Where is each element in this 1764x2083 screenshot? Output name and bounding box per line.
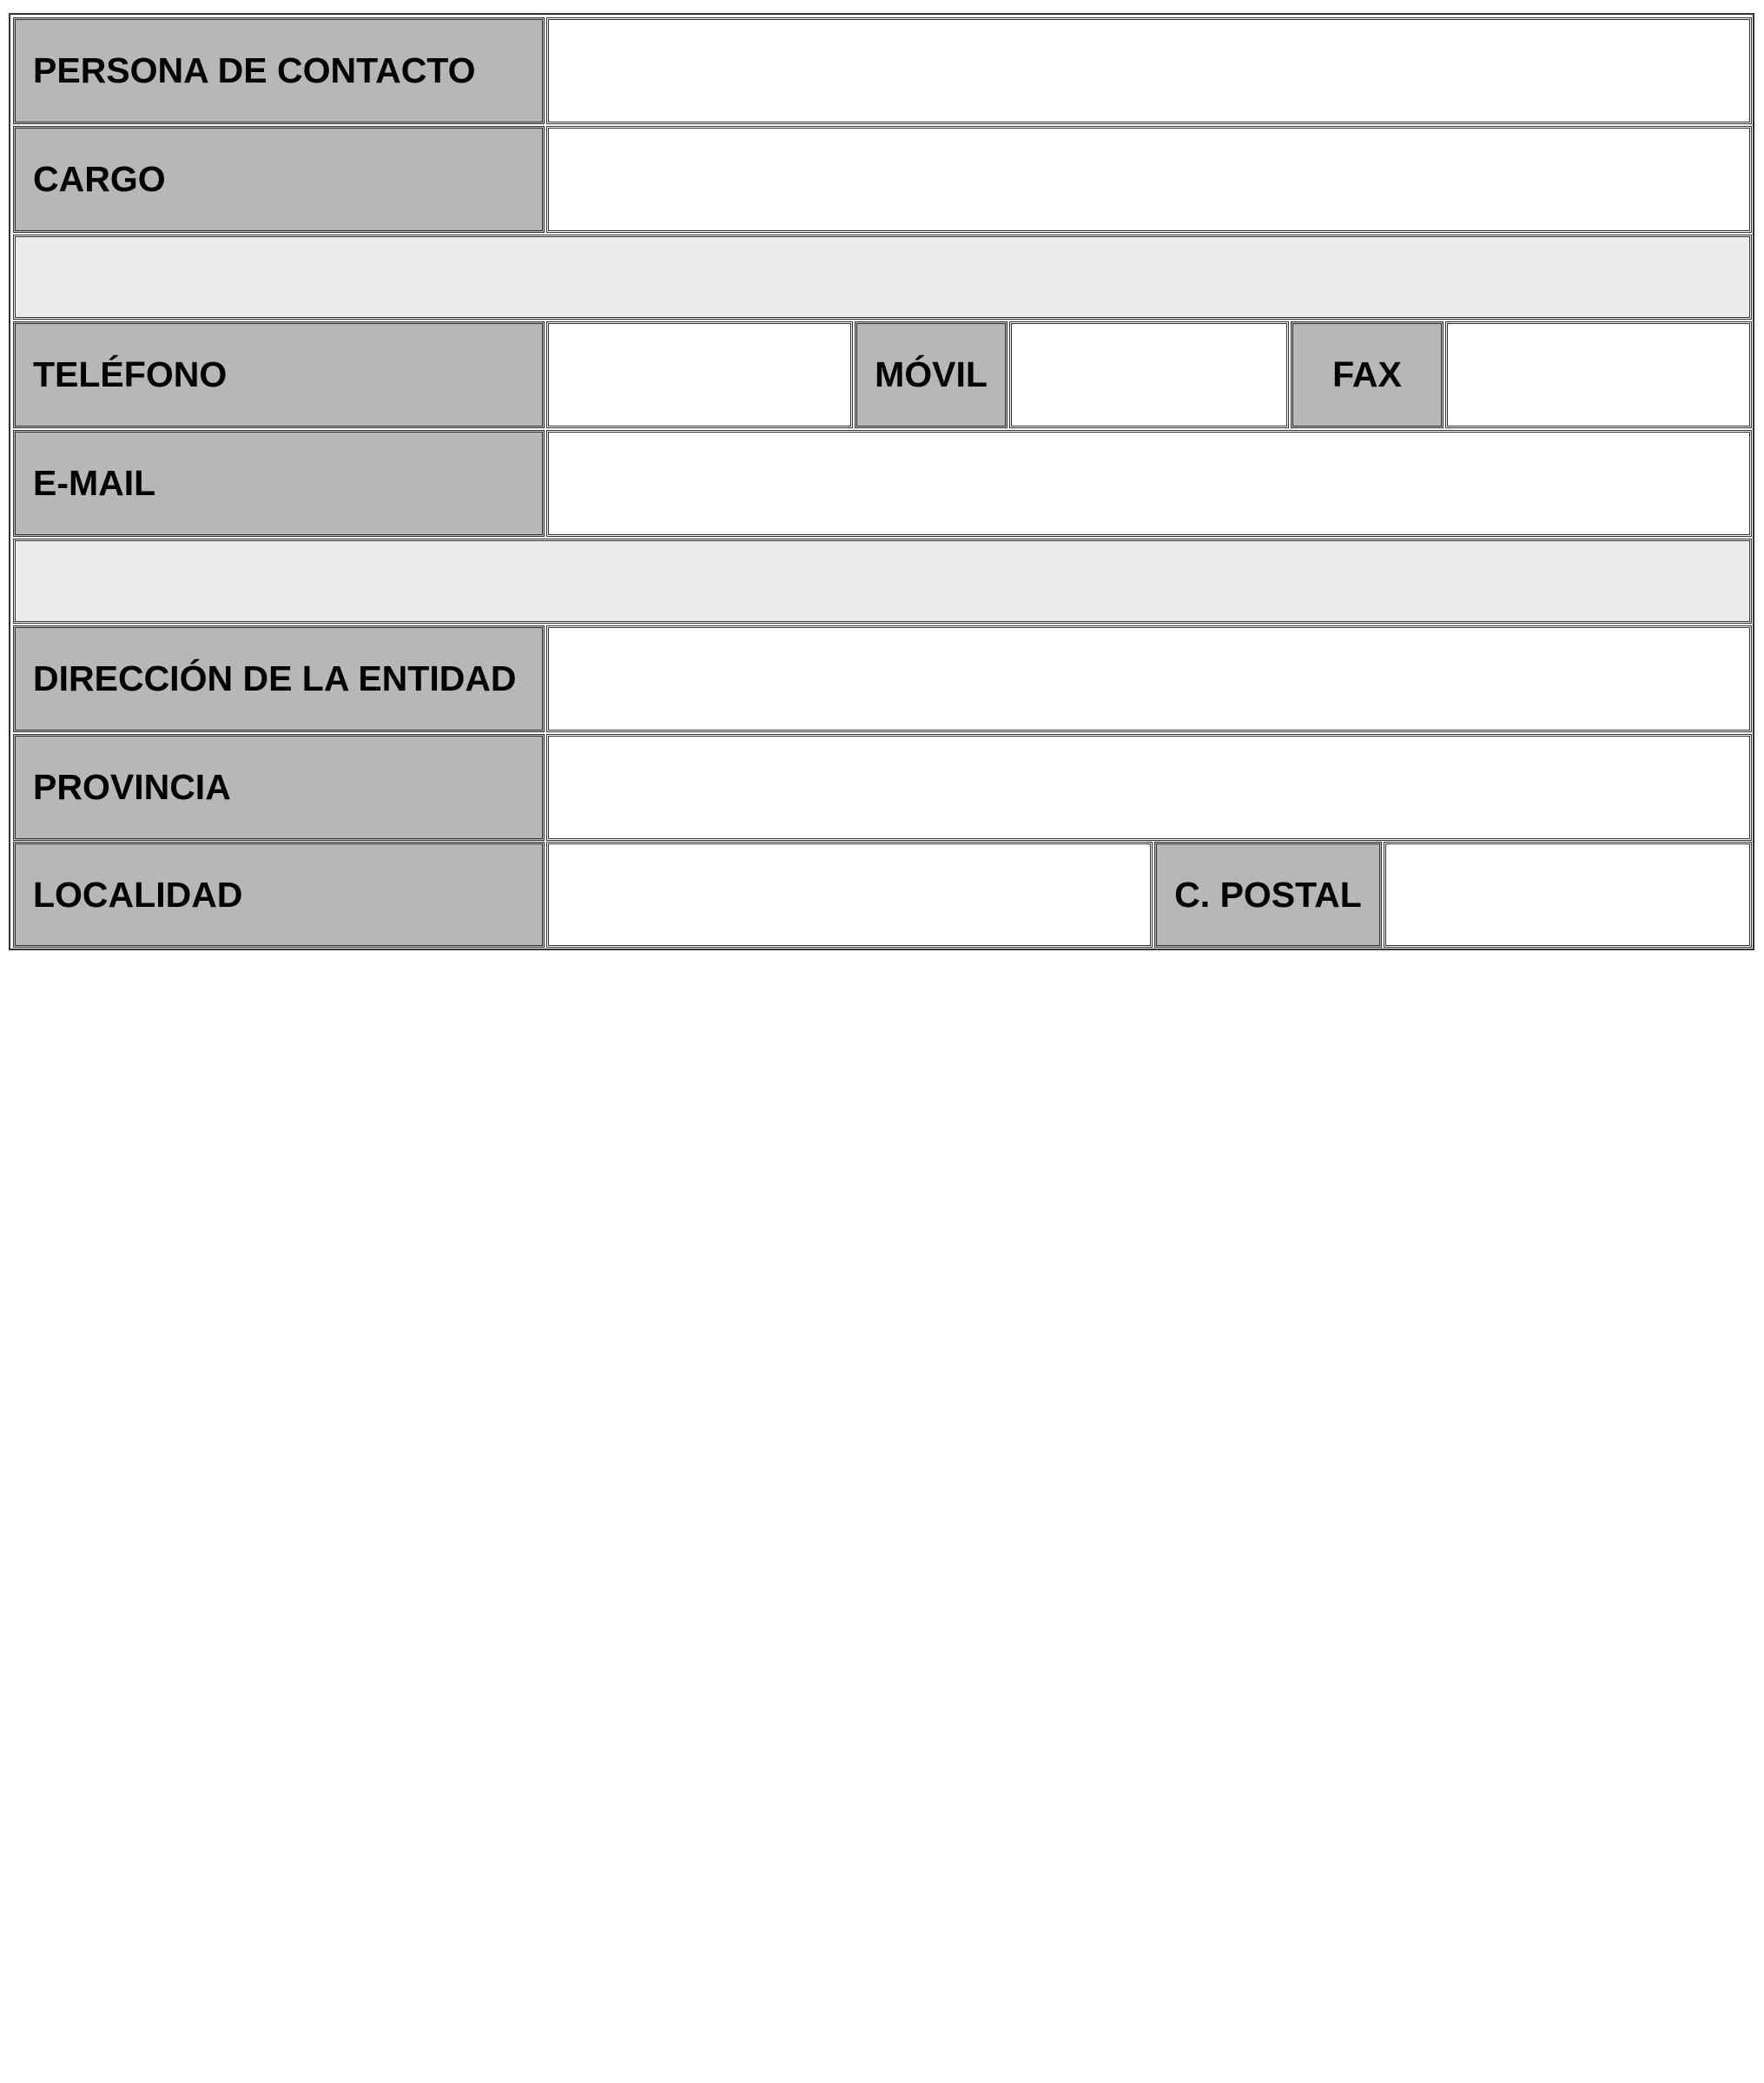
contact-person-label: PERSONA DE CONTACTO (13, 17, 545, 124)
phone-label: TELÉFONO (13, 321, 545, 428)
contact-person-field[interactable] (546, 17, 1752, 124)
address-field[interactable] (546, 625, 1752, 732)
town-label: LOCALIDAD (13, 842, 545, 948)
spacer-row (13, 235, 1752, 320)
position-label: CARGO (13, 126, 545, 233)
mobile-label: MÓVIL (855, 321, 1008, 428)
town-field[interactable] (546, 842, 1153, 948)
position-field[interactable] (546, 126, 1752, 233)
mobile-field[interactable] (1009, 321, 1289, 428)
fax-field[interactable] (1445, 321, 1752, 428)
fax-label: FAX (1291, 321, 1444, 428)
phone-field[interactable] (546, 321, 853, 428)
spacer-row (13, 539, 1752, 624)
province-field[interactable] (546, 734, 1752, 841)
postal-code-field[interactable] (1384, 842, 1752, 948)
email-label: E-MAIL (13, 430, 545, 537)
contact-form-table (9, 13, 1754, 950)
postal-code-label: C. POSTAL (1154, 842, 1382, 948)
province-label: PROVINCIA (13, 734, 545, 841)
address-label: DIRECCIÓN DE LA ENTIDAD (13, 625, 545, 732)
email-field[interactable] (546, 430, 1752, 537)
